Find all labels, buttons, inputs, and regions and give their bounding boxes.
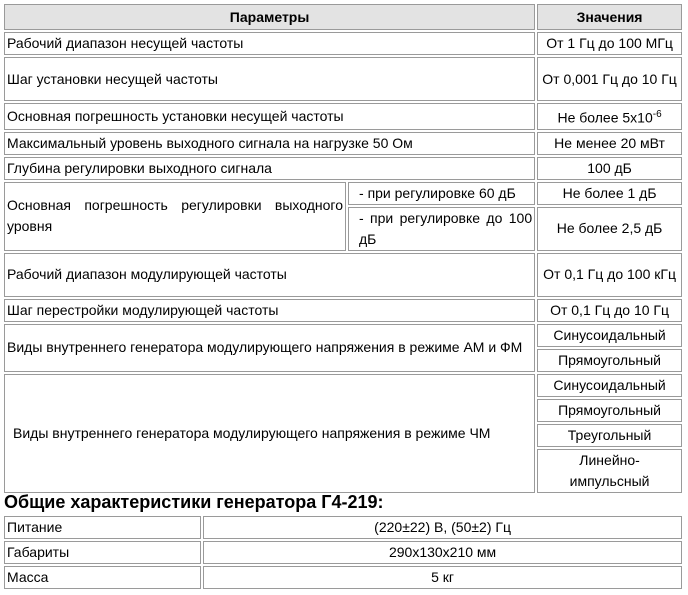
header-values: Значения xyxy=(537,4,682,30)
param-sublabel: - при регулировке 60 дБ xyxy=(348,182,535,205)
param-value-base: Не более 5х10 xyxy=(557,109,653,126)
table-row xyxy=(4,157,682,180)
param-value: Не менее 20 мВт xyxy=(537,132,682,155)
parameters-table xyxy=(2,2,684,495)
param-sublabel: - при регулировке до 100 дБ xyxy=(348,207,535,251)
general-label: Габариты xyxy=(4,541,201,564)
general-label: Масса xyxy=(4,566,201,589)
param-label: Рабочий диапазон модулирующей частоты xyxy=(4,253,535,297)
table-row xyxy=(4,32,682,55)
param-value: От 0,1 Гц до 100 кГц xyxy=(537,253,682,297)
table-row xyxy=(4,57,682,101)
param-value: От 0,001 Гц до 10 Гц xyxy=(537,57,682,101)
general-value: 290х130х210 мм xyxy=(203,541,682,564)
param-value-exponent: -6 xyxy=(652,109,662,120)
param-label: Рабочий диапазон несущей частоты xyxy=(4,32,535,55)
param-value: Синусоидальный xyxy=(537,374,682,397)
table-row xyxy=(4,324,682,347)
table-row xyxy=(4,541,682,564)
general-value: 5 кг xyxy=(203,566,682,589)
param-label: Максимальный уровень выходного сигнала на нагрузке 50 Ом xyxy=(4,132,535,155)
table-row xyxy=(4,374,682,397)
param-value: От 0,1 Гц до 10 Гц xyxy=(537,299,682,322)
section-title: Общие характеристики генератора Г4-219: xyxy=(4,492,384,512)
table-row xyxy=(4,299,682,322)
param-label: Шаг перестройки модулирующей частоты xyxy=(4,299,535,322)
param-value xyxy=(537,103,682,130)
param-value: Не более 1 дБ xyxy=(537,182,682,205)
param-value: Не более 2,5 дБ xyxy=(537,207,682,251)
param-label: Шаг установки несущей частоты xyxy=(4,57,535,101)
param-value: От 1 Гц до 100 МГц xyxy=(537,32,682,55)
param-value: Синусоидальный xyxy=(537,324,682,347)
param-value: Прямоугольный xyxy=(537,349,682,372)
param-label: Виды внутреннего генератора модулирующего напряжения в режиме АМ и ФМ xyxy=(4,324,535,372)
param-label: Глубина регулировки выходного сигнала xyxy=(4,157,535,180)
general-value: (220±22) В, (50±2) Гц xyxy=(203,516,682,539)
table-row xyxy=(4,132,682,155)
general-label: Питание xyxy=(4,516,201,539)
param-value: Прямоугольный xyxy=(537,399,682,422)
param-value: Линейно-импульсный xyxy=(537,449,682,493)
table-row xyxy=(4,253,682,297)
table-row xyxy=(4,566,682,589)
general-characteristics-table xyxy=(2,514,684,591)
param-label: Виды внутреннего генератора модулирующего напряжения в режиме ЧМ xyxy=(4,374,535,493)
param-value: Треугольный xyxy=(537,424,682,447)
param-label: Основная погрешность регулировки выходного уровня xyxy=(4,182,346,251)
table-row xyxy=(4,182,682,205)
header-params: Параметры xyxy=(4,4,535,30)
table-header-row xyxy=(4,4,682,30)
table-row xyxy=(4,103,682,130)
param-value: 100 дБ xyxy=(537,157,682,180)
table-row xyxy=(4,516,682,539)
param-label: Основная погрешность установки несущей частоты xyxy=(4,103,535,130)
